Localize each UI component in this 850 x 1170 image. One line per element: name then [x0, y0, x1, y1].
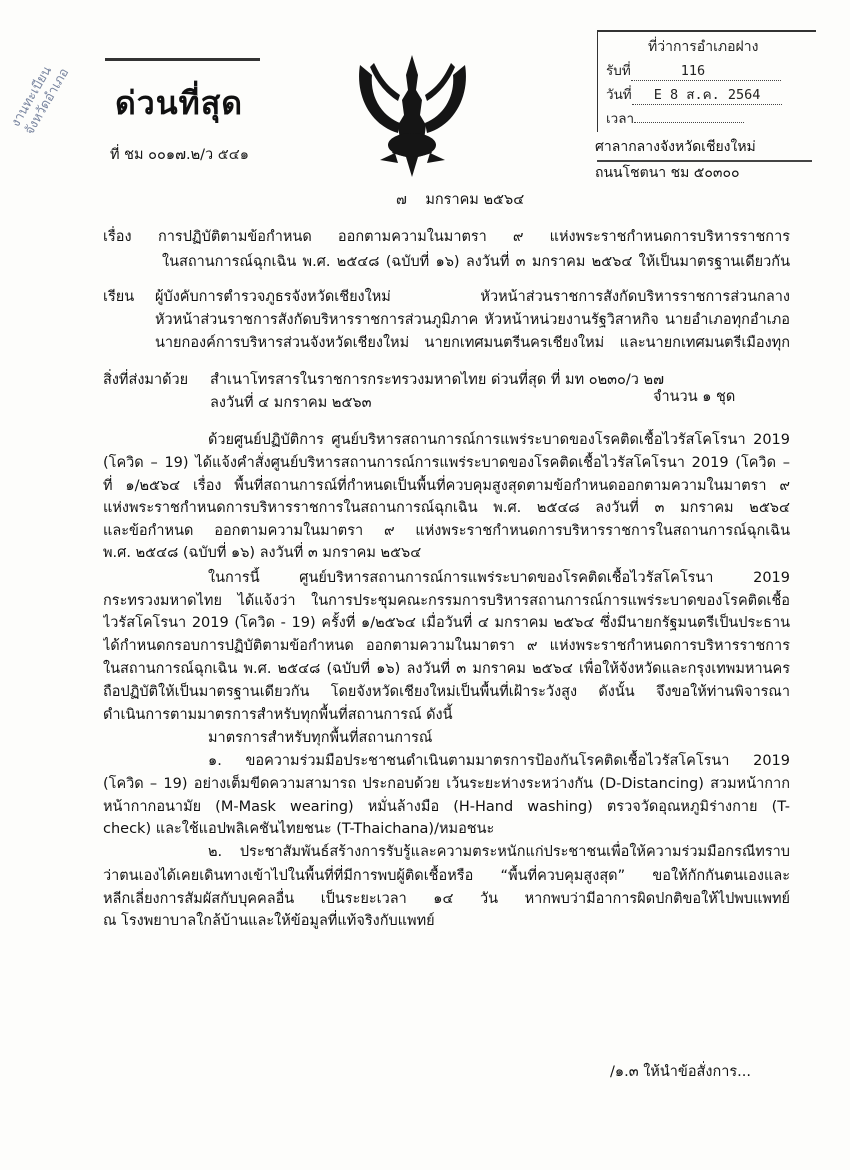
sender-address-2: ถนนโชตนา ชม ๕๐๓๐๐: [595, 165, 740, 181]
enclosure-label: สิ่งที่ส่งมาด้วย: [103, 372, 189, 388]
urgent-underline: [105, 58, 260, 61]
paragraph-line: ดำเนินการตามมาตรการสำหรับทุกพื้นที่สถานการณ์ ดังนี้: [103, 707, 453, 723]
recipient-line: หัวหน้าส่วนราชการสังกัดบริหารราชการส่วนภูมิภาค หัวหน้าหน่วยงานรัฐวิสาหกิจ นายอำเภอทุกอำเภอ: [155, 312, 790, 328]
paragraph-line: พ.ศ. ๒๕๔๘ (ฉบับที่ ๑๖) ลงวันที่ ๓ มกราคม ๒๕๖๔: [103, 545, 422, 561]
date-day: ๗: [396, 192, 407, 208]
reference-number: [110, 144, 249, 166]
reference-number-text: ที่ ชม ๐๐๑๗.๒/ว: [110, 147, 214, 163]
measure-item-line: ๒. ประชาสัมพันธ์สร้างการรับรู้และความตระหนักแก่ประชาชนเพื่อให้ความร่วมมือกรณีทราบ: [208, 844, 790, 860]
paragraph-line: ในสถานการณ์ฉุกเฉิน พ.ศ. ๒๕๔๘ (ฉบับที่ ๑๖) ลงวันที่ ๓ มกราคม ๒๕๖๔ เพื่อให้จังหวัดและกรุงเทพมหานคร: [103, 661, 790, 677]
enclosure-quantity: จำนวน ๑ ชุด: [653, 389, 736, 405]
stamp-received-no-value: 116: [631, 62, 781, 81]
enclosure-line: สำเนาโทรสารในราชการกระทรวงมหาดไทย ด่วนที่สุด ที่ มท ๐๒๓๐/ว ๒๗: [210, 372, 665, 388]
paragraph-line: ด้วยศูนย์ปฏิบัติการ ศูนย์บริหารสถานการณ์การแพร่ระบาดของโรคติดเชื้อไวรัสโคโรนา 2019: [208, 432, 790, 448]
date-month-year: มกราคม ๒๕๖๔: [425, 192, 525, 208]
stamp-received-no: [606, 62, 781, 81]
subject-line: การปฏิบัติตามข้อกำหนด ออกตามความในมาตรา ๙ แห่งพระราชกำหนดการบริหารราชการ: [158, 229, 790, 245]
stamp-time: [606, 110, 744, 128]
measure-item-line: check) และใช้แอปพลิเคชันไทยชนะ (T-Thaichana)/หมอชนะ: [103, 821, 495, 837]
recipient-label: เรียน: [103, 289, 135, 305]
paragraph-line: กระทรวงมหาดไทย ได้แจ้งว่า ในการประชุมคณะกรรมการบริหารสถานการณ์การแพร่ระบาดของโรคติดเชื้อ: [103, 593, 790, 609]
measure-item-line: หน้ากากอนามัย (M-Mask wearing) หมั่นล้างมือ (H-Hand washing) ตรวจวัดอุณหภูมิร่างกาย (T-: [103, 799, 790, 815]
enclosure-line: ลงวันที่ ๔ มกราคม ๒๕๖๓: [210, 395, 372, 411]
stamp-office: ที่ว่าการอำเภอฝาง: [648, 39, 759, 55]
measure-item-line: ว่าตนเองได้เคยเดินทางเข้าไปในพื้นที่ที่มีการพบผู้ติดเชื้อหรือ “พื้นที่ควบคุมสูงสุด” ขอให้กักกันตนเองและ: [103, 868, 790, 884]
recipient-line: นายกองค์การบริหารส่วนจังหวัดเชียงใหม่ นายกเทศมนตรีนครเชียงใหม่ และนายกเทศมนตรีเมืองทุก: [155, 335, 790, 351]
paragraph-line: ไวรัสโคโรนา 2019 (โควิด - 19) ครั้งที่ ๑/๒๕๖๔ เมื่อวันที่ ๔ มกราคม ๒๕๖๔ ซึ่งมีนายกรัฐมนตรีเป็นประธาน: [103, 615, 790, 631]
paragraph-line: ที่ ๑/๒๕๖๔ เรื่อง พื้นที่สถานการณ์ที่กำหนดเป็นพื้นที่ควบคุมสูงสุดตามข้อกำหนดออกตามความในมาตรา ๙: [103, 478, 790, 494]
receipt-stamp: [597, 30, 816, 132]
urgency-label: ด่วนที่สุด: [115, 84, 244, 122]
paragraph-line: ถือปฏิบัติให้เป็นมาตรฐานเดียวกัน โดยจังหวัดเชียงใหม่เป็นพื้นที่เฝ้าระวังสูง ดังนั้น จึงขอให้ท่านพิจารณา: [103, 684, 790, 700]
subject-line: ในสถานการณ์ฉุกเฉิน พ.ศ. ๒๕๔๘ (ฉบับที่ ๑๖) ลงวันที่ ๓ มกราคม ๒๕๖๔ ให้เป็นมาตรฐานเดียวกัน: [162, 254, 790, 270]
paragraph-line: ได้กำหนดกรอบการปฏิบัติตามข้อกำหนด ออกตามความในมาตรา ๙ แห่งพระราชกำหนดการบริหารราชการ: [103, 638, 790, 654]
paragraph-line: แห่งพระราชกำหนดการบริหารราชการในสถานการณ์ฉุกเฉิน พ.ศ. ๒๕๔๘ ลงวันที่ ๓ มกราคม ๒๕๖๔: [103, 500, 790, 516]
paragraph-line: ในการนี้ ศูนย์บริหารสถานการณ์การแพร่ระบาดของโรคติดเชื้อไวรัสโคโรนา 2019: [208, 570, 790, 586]
measure-item-line: ณ โรงพยาบาลใกล้บ้านและให้ข้อมูลที่แท้จริงกับแพทย์: [103, 913, 435, 929]
stamp-date: [606, 86, 782, 105]
measures-heading: มาตรการสำหรับทุกพื้นที่สถานการณ์: [208, 730, 433, 746]
measure-item-line: (โควิด – 19) อย่างเต็มขีดความสามารถ ประกอบด้วย เว้นระยะห่างระหว่างกัน (D-Distancing) สวมหน้ากาก: [103, 776, 790, 792]
stamp-received-no-label: รับที่: [606, 63, 631, 79]
continuation-note: /๑.๓ ให้นำข้อสั่งการ...: [610, 1064, 751, 1080]
stamp-date-label: วันที่: [606, 87, 632, 103]
paragraph-line: และข้อกำหนด ออกตามความในมาตรา ๙ แห่งพระราชกำหนดการบริหารราชการในสถานการณ์ฉุกเฉิน: [103, 523, 790, 539]
garuda-emblem-icon: [350, 45, 475, 180]
recipient-line: ผู้บังคับการตำรวจภูธรจังหวัดเชียงใหม่ หัวหน้าส่วนราชการสังกัดบริหารราชการส่วนกลาง: [155, 289, 790, 305]
reference-number-handwritten: ๕๔๑: [217, 147, 249, 163]
stamp-time-label: เวลา: [606, 111, 635, 127]
subject-label: เรื่อง: [103, 229, 132, 245]
paragraph-line: (โควิด – 19) ได้แจ้งคำสั่งศูนย์บริหารสถานการณ์การแพร่ระบาดของโรคติดเชื้อไวรัสโคโรนา 2019 (โควิด –: [103, 455, 790, 471]
stamp-date-value: E 8 ส.ค. 2564: [632, 86, 782, 105]
measure-item-line: ๑. ขอความร่วมมือประชาชนดำเนินตามมาตรการป้องกันโรคติดเชื้อไวรัสโคโรนา 2019: [208, 753, 790, 769]
side-stamp: งานทะเบียนจังหวัดอำเภอ: [8, 63, 73, 138]
measure-item-line: หลีกเลี่ยงการสัมผัสกับบุคคลอื่น เป็นระยะเวลา ๑๔ วัน หากพบว่ามีอาการผิดปกติขอให้ไปพบแพทย์: [103, 891, 790, 907]
sender-address-1: ศาลากลางจังหวัดเชียงใหม่: [595, 139, 756, 155]
document-date: [396, 189, 524, 211]
